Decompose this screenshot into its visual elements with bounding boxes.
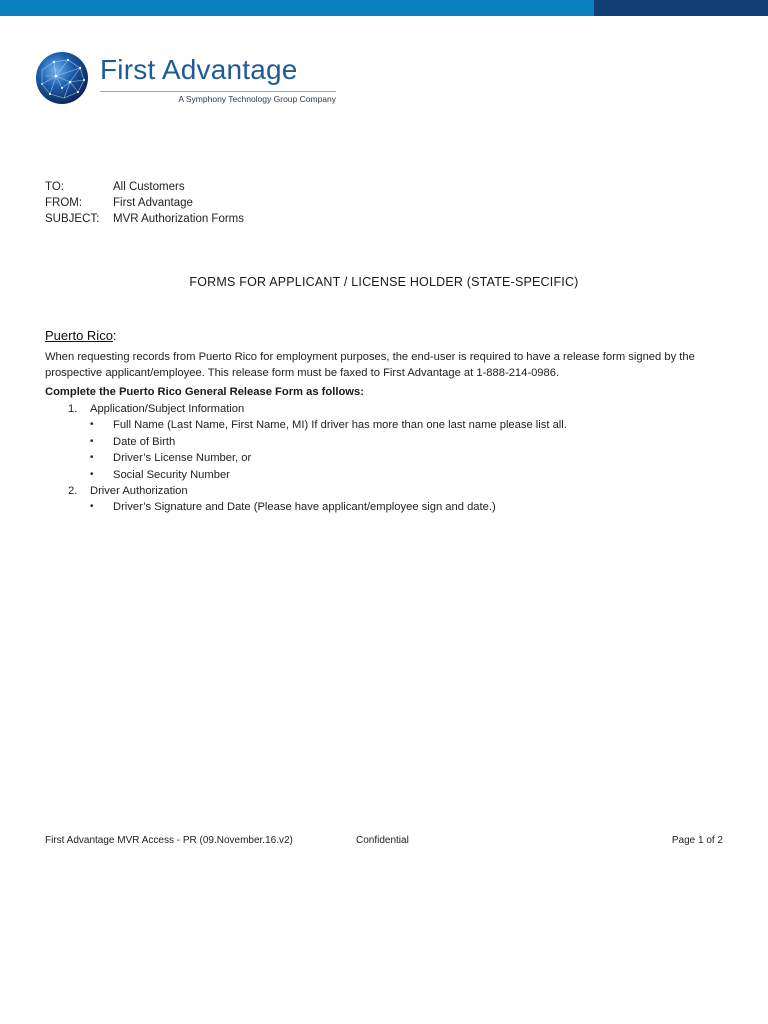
list-item-label: Driver Authorization: [90, 484, 188, 497]
footer-document-id: First Advantage MVR Access - PR (09.November.16.v2): [45, 835, 293, 846]
memo-to-label: TO:: [45, 181, 64, 193]
footer-confidential: Confidential: [356, 835, 409, 846]
intro-paragraph-line-1: When requesting records from Puerto Rico for employment purposes, the end-user is required to have a release form signed by the: [45, 351, 695, 363]
sub-list-item-text: Full Name (Last Name, First Name, MI) If driver has more than one last name please list all.: [113, 419, 567, 432]
memo-from-label: FROM:: [45, 197, 83, 209]
memo-subject-row: [45, 211, 244, 227]
sub-list-item-text: Social Security Number: [113, 468, 230, 481]
globe-icon: [34, 50, 90, 106]
bullet-icon: •: [90, 419, 94, 431]
brand-name: First Advantage: [100, 54, 298, 85]
memo-from-value: First Advantage: [113, 197, 193, 209]
list-item-number: 2.: [68, 484, 78, 497]
bullet-icon: •: [90, 452, 94, 464]
header-band-secondary: [594, 0, 768, 16]
bullet-icon: •: [90, 501, 94, 513]
memo-subject-value: MVR Authorization Forms: [113, 213, 245, 225]
intro-paragraph: [45, 350, 725, 381]
bullet-icon: •: [90, 435, 94, 447]
list-item-number: 1.: [68, 403, 78, 415]
memo-header: [45, 179, 244, 227]
section-heading-text: Puerto Rico: [45, 328, 113, 343]
sub-list-item-text: Date of Birth: [113, 435, 176, 448]
header-band-primary: [0, 0, 594, 16]
logo-divider: [100, 91, 336, 92]
instructions-heading: Complete the Puerto Rico General Release Form as follows:: [45, 386, 364, 398]
document-title: FORMS FOR APPLICANT / LICENSE HOLDER (STATE-SPECIFIC): [189, 275, 579, 289]
page-footer: [45, 835, 723, 849]
section-heading: [45, 328, 117, 343]
memo-to-row: [45, 179, 244, 195]
footer-page-number: Page 1 of 2: [671, 835, 723, 846]
memo-subject-label: SUBJECT:: [45, 213, 100, 225]
memo-from-row: [45, 195, 244, 211]
sub-list-item-text: Driver’s Signature and Date (Please have applicant/employee sign and date.): [113, 501, 496, 514]
header-color-band: [0, 0, 768, 16]
sub-list-item-text: Driver’s License Number, or: [113, 452, 252, 465]
brand-tagline: A Symphony Technology Group Company: [178, 94, 336, 104]
memo-to-value: All Customers: [113, 181, 185, 193]
company-logo: [34, 50, 336, 110]
list-item-label: Application/Subject Information: [90, 403, 245, 415]
bullet-icon: •: [90, 468, 94, 480]
intro-paragraph-line-2: prospective applicant/employee. This release form must be faxed to First Advantage at 1-888-214-0986.: [45, 366, 560, 379]
section-heading-suffix: :: [112, 328, 117, 343]
